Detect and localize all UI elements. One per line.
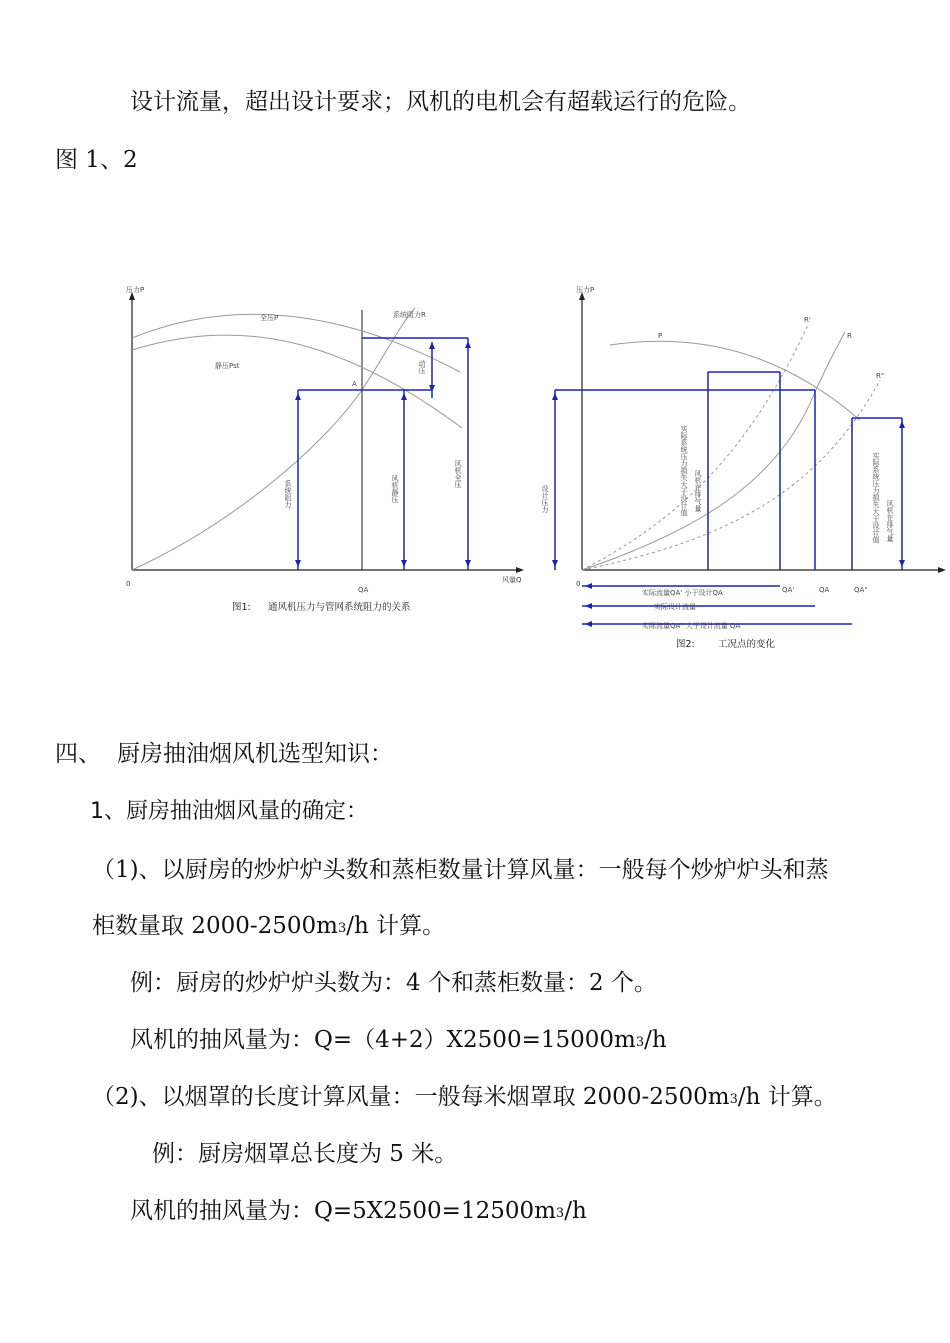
subsection-heading: 1、厨房抽油烟风量的确定： [90, 799, 368, 824]
result-2-unit: /h [564, 1198, 587, 1224]
fig2-flow-large-label: 实际流量QA" 大于设计流量 QA [642, 622, 741, 630]
fig2-sys-large-label: 实际系统压力损失大于设计值 [872, 452, 880, 543]
fig2-qa2-label: QA" [854, 586, 868, 594]
fig1-system-res-vertical-label: 系统阻力 [284, 480, 292, 508]
figure-2-chart [540, 280, 950, 655]
result-2-text: 风机的抽风量为：Q=5X2500=12500m [130, 1198, 556, 1224]
section-heading-text: 厨房抽油烟风机选型知识： [117, 741, 393, 767]
fig2-p-label: P [658, 332, 663, 340]
method-1-unit-text: /h 计算。 [346, 913, 446, 939]
fig2-sys-small-label: 实际系统压力损失大于设计值 [680, 425, 688, 516]
fig2-flow-design-label: 实际设计流量 [654, 603, 696, 611]
fig2-fan-small-label: 风机在排气量 [694, 470, 702, 512]
fig1-static-fan-vertical-label: 风机静压 [391, 475, 399, 503]
fig1-origin-label: 0 [126, 580, 131, 588]
fig1-x-axis-label: 风量Q [502, 576, 522, 584]
section-heading [55, 740, 393, 768]
figure-1-chart [110, 280, 540, 620]
result-1-text: 风机的抽风量为：Q=（4+2）X2500=15000m [130, 1027, 636, 1053]
fig1-point-a-label: A [352, 380, 357, 388]
method-2 [92, 1083, 837, 1115]
fig1-system-resistance-label: 系统阻力R [393, 311, 426, 319]
fig1-dynamic-vertical-label: 动压 [418, 360, 426, 374]
fig1-total-pressure-label: 全压P [260, 314, 279, 322]
fig1-caption-number: 图1: [232, 602, 251, 613]
fig1-caption-text: 通风机压力与管网系统阻力的关系 [268, 602, 411, 613]
intro-paragraph: 设计流量，超出设计要求；风机的电机会有超载运行的危险。 [130, 89, 751, 115]
unit-superscript: 3 [337, 921, 347, 936]
fig2-r1-label: R' [804, 316, 811, 324]
fig2-fan-large-label: 风机在排气量 [886, 500, 894, 542]
example-1: 例：厨房的炒炉炉头数为：4 个和蒸柜数量：2 个。 [130, 970, 657, 996]
fig2-r2-label: R" [876, 372, 885, 380]
result-2 [130, 1197, 587, 1229]
fig2-qa-label: QA [819, 586, 830, 594]
fig2-caption-text: 工况点的变化 [718, 639, 776, 650]
fig2-r-label: R [847, 332, 852, 340]
fig1-qa-label: QA [358, 586, 369, 594]
fig1-static-pressure-label: 静压Pst [215, 362, 240, 370]
fig2-design-pressure-label: 设计压力 [541, 485, 549, 513]
fig2-qa1-label: QA' [782, 586, 795, 594]
fig2-y-axis-label: 压力P [576, 286, 595, 294]
method-1-text: 柜数量取 2000-2500m [92, 913, 338, 939]
example-2: 例：厨房烟罩总长度为 5 米。 [152, 1141, 458, 1167]
result-1 [130, 1026, 667, 1058]
fig1-total-fan-vertical-label: 风机全压 [454, 460, 462, 488]
section-heading-number: 四、 [55, 741, 101, 767]
fig2-flow-small-label: 实际流量QA' 小于设计QA [642, 589, 723, 597]
method-2-unit-text: /h 计算。 [737, 1084, 837, 1110]
unit-superscript: 3 [635, 1035, 645, 1050]
unit-superscript: 3 [729, 1092, 738, 1107]
result-1-unit: /h [644, 1027, 667, 1053]
fig2-caption-number: 图2: [676, 639, 695, 650]
method-2-text: （2)、以烟罩的长度计算风量：一般每米烟罩取 2000-2500m [92, 1084, 730, 1110]
fig1-y-axis-label: 压力P [126, 286, 145, 294]
fig2-origin-label: 0 [576, 580, 581, 588]
method-1-line-1: （1)、以厨房的炒炉炉头数和蒸柜数量计算风量：一般每个炒炉炉头和蒸 [92, 857, 829, 883]
unit-superscript: 3 [555, 1206, 565, 1221]
method-1-line-2 [92, 912, 445, 944]
figure-reference: 图 1、2 [55, 147, 138, 173]
